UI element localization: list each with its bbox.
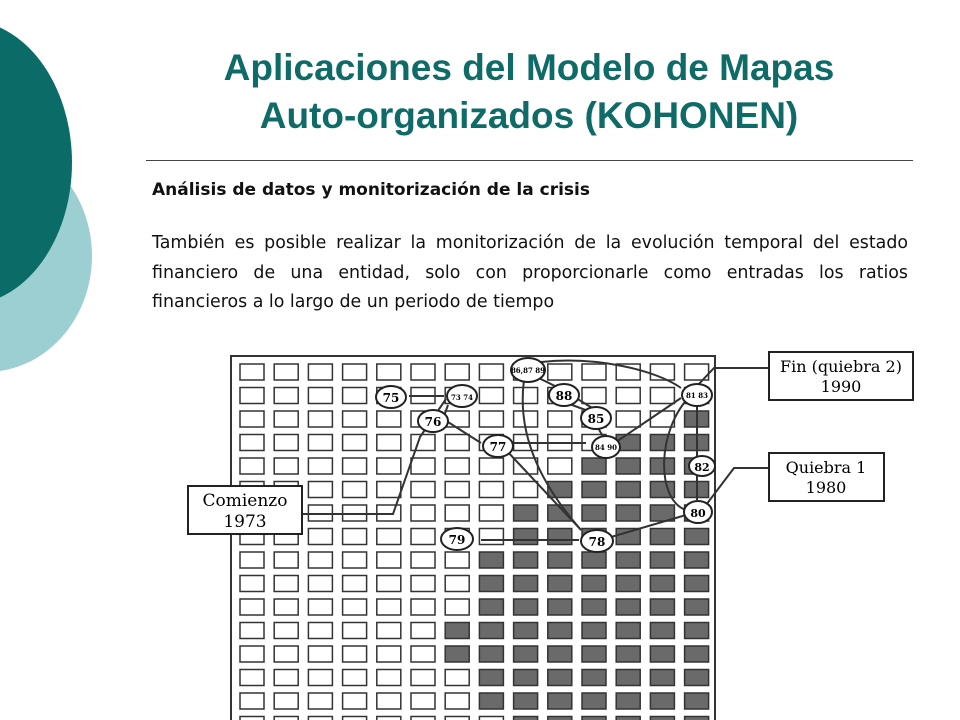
map-cell-light [240, 552, 264, 568]
map-cell-light [411, 623, 435, 639]
map-cell-dark [685, 693, 709, 709]
map-cell-dark [548, 693, 572, 709]
map-cell-light [479, 505, 503, 521]
map-cell-dark [582, 482, 606, 498]
map-cell-light [274, 670, 298, 686]
map-cell-light [445, 482, 469, 498]
map-cell-light [377, 552, 401, 568]
map-cell-dark [548, 552, 572, 568]
map-cell-light [479, 458, 503, 474]
map-cell-light [445, 552, 469, 568]
map-cell-dark [514, 670, 538, 686]
title-divider [146, 160, 913, 161]
map-cell-light [343, 670, 367, 686]
map-cell-dark [479, 599, 503, 615]
map-cell-dark [548, 717, 572, 720]
map-cell-dark [616, 505, 640, 521]
node-73-74 [447, 385, 477, 407]
map-cell-dark [685, 552, 709, 568]
slide-title-line2: Auto-organizados (KOHONEN) [259, 95, 799, 136]
map-cell-light [343, 646, 367, 662]
node-88 [549, 384, 579, 406]
map-cell-dark [548, 670, 572, 686]
map-cell-light [377, 364, 401, 380]
map-cell-dark [650, 458, 674, 474]
map-cell-dark [548, 576, 572, 592]
map-cell-light [240, 623, 264, 639]
map-cell-light [343, 364, 367, 380]
map-cell-light [274, 411, 298, 427]
callout-start [188, 486, 302, 534]
map-cell-light [411, 693, 435, 709]
map-cell-light [308, 552, 332, 568]
svg-text:Fin (quiebra 2): Fin (quiebra 2) [780, 357, 902, 376]
map-cell-dark [616, 529, 640, 545]
svg-text:79: 79 [448, 533, 466, 547]
svg-text:1980: 1980 [805, 478, 847, 497]
section-subtitle: Análisis de datos y monitorización de la crisis [152, 180, 590, 200]
map-cell-light [616, 388, 640, 404]
node-80 [684, 501, 712, 523]
svg-text:77: 77 [489, 440, 507, 454]
map-cell-dark [514, 599, 538, 615]
callout-crisis [769, 453, 884, 501]
svg-text:85: 85 [587, 412, 605, 426]
map-cell-light [411, 364, 435, 380]
svg-text:73 74: 73 74 [451, 393, 473, 402]
map-cell-dark [616, 693, 640, 709]
map-cell-dark [514, 505, 538, 521]
map-cell-dark [685, 576, 709, 592]
map-cell-light [445, 364, 469, 380]
node-75 [376, 386, 406, 408]
map-cell-light [240, 576, 264, 592]
map-cell-light [411, 646, 435, 662]
slide-title-line1: Aplicaciones del Modelo de Mapas [223, 47, 835, 88]
map-cell-light [240, 670, 264, 686]
map-cell-dark [582, 693, 606, 709]
map-cell-dark [650, 576, 674, 592]
map-cell-light [445, 670, 469, 686]
svg-text:76: 76 [424, 415, 442, 429]
node-78 [581, 530, 613, 552]
node-81-83 [682, 384, 712, 406]
map-cell-dark [616, 599, 640, 615]
map-cell-dark [479, 646, 503, 662]
map-cell-dark [650, 623, 674, 639]
map-cell-light [240, 435, 264, 451]
map-cell-light [308, 693, 332, 709]
map-cell-light [308, 435, 332, 451]
map-cell-light [240, 388, 264, 404]
body-paragraph: También es posible realizar la monitorización de la evolución temporal del estado financiero de una entidad, solo con proporcionarle como entradas los ratios financieros a lo largo de un periodo de tiempo [152, 233, 908, 312]
map-cell-light [479, 482, 503, 498]
map-cell-dark [514, 529, 538, 545]
map-cell-dark [514, 693, 538, 709]
map-cell-light [377, 529, 401, 545]
map-cell-light [240, 717, 264, 720]
node-84-90 [592, 436, 620, 458]
map-cell-light [377, 599, 401, 615]
map-cell-light [343, 599, 367, 615]
map-cell-light [411, 670, 435, 686]
map-cell-light [274, 435, 298, 451]
map-cell-dark [479, 670, 503, 686]
node-82 [689, 456, 715, 476]
map-cell-light [343, 435, 367, 451]
map-cell-dark [616, 717, 640, 720]
map-cell-dark [514, 552, 538, 568]
map-cell-light [650, 411, 674, 427]
map-cell-light [308, 364, 332, 380]
svg-text:1990: 1990 [820, 377, 862, 396]
map-cell-dark [650, 435, 674, 451]
node-76 [418, 410, 448, 432]
map-cell-light [274, 623, 298, 639]
map-cell-dark [616, 552, 640, 568]
map-cell-dark [650, 717, 674, 720]
map-cell-light [445, 505, 469, 521]
map-cell-dark [650, 693, 674, 709]
map-cell-light [240, 693, 264, 709]
map-cell-light [343, 388, 367, 404]
map-cell-light [343, 576, 367, 592]
map-cell-dark [582, 646, 606, 662]
map-cell-light [377, 623, 401, 639]
map-cell-dark [616, 670, 640, 686]
map-cell-dark [582, 599, 606, 615]
map-cell-dark [479, 576, 503, 592]
map-cell-dark [616, 482, 640, 498]
map-cell-dark [616, 458, 640, 474]
map-cell-dark [616, 623, 640, 639]
map-cell-dark [548, 646, 572, 662]
map-cell-light [274, 717, 298, 720]
map-cell-light [308, 576, 332, 592]
map-cell-light [479, 529, 503, 545]
map-cell-dark [582, 717, 606, 720]
map-cell-light [274, 599, 298, 615]
svg-text:1973: 1973 [223, 512, 267, 532]
map-cell-light [308, 623, 332, 639]
svg-text:81 83: 81 83 [686, 391, 708, 400]
map-cell-dark [685, 670, 709, 686]
map-cell-light [274, 693, 298, 709]
map-cell-light [377, 435, 401, 451]
map-cell-light [308, 717, 332, 720]
map-cell-dark [548, 599, 572, 615]
map-cell-light [308, 411, 332, 427]
svg-text:Comienzo: Comienzo [202, 491, 288, 511]
node-85 [581, 407, 611, 429]
map-cell-dark [650, 646, 674, 662]
map-cell-dark [616, 576, 640, 592]
map-cell-dark [650, 552, 674, 568]
map-cell-light [308, 599, 332, 615]
map-cell-light [240, 364, 264, 380]
map-cell-light [377, 458, 401, 474]
map-cell-light [445, 576, 469, 592]
map-cell-light [479, 411, 503, 427]
svg-text:86,87 89: 86,87 89 [510, 366, 546, 375]
map-cell-light [548, 458, 572, 474]
map-cell-light [343, 623, 367, 639]
map-cell-light [411, 435, 435, 451]
svg-text:80: 80 [690, 507, 706, 520]
map-cell-light [240, 458, 264, 474]
map-cell-dark [582, 670, 606, 686]
map-cell-dark [582, 505, 606, 521]
map-cell-dark [582, 576, 606, 592]
map-cell-light [240, 599, 264, 615]
map-cell-light [343, 693, 367, 709]
map-cell-light [582, 388, 606, 404]
map-cell-light [274, 552, 298, 568]
map-cell-dark [582, 552, 606, 568]
map-cell-light [411, 505, 435, 521]
map-cell-dark [685, 599, 709, 615]
node-79 [441, 528, 473, 550]
map-cell-light [274, 364, 298, 380]
map-cell-light [514, 482, 538, 498]
map-cell-light [308, 482, 332, 498]
map-cell-light [274, 458, 298, 474]
map-cell-light [377, 482, 401, 498]
map-cell-light [411, 717, 435, 720]
map-cell-light [411, 458, 435, 474]
map-cell-dark [685, 529, 709, 545]
map-cell-light [582, 364, 606, 380]
map-cell-light [377, 717, 401, 720]
map-cell-dark [685, 623, 709, 639]
map-cell-dark [548, 529, 572, 545]
map-cell-light [650, 388, 674, 404]
map-cell-light [445, 599, 469, 615]
map-cell-dark [514, 623, 538, 639]
map-cell-dark [650, 670, 674, 686]
map-cell-light [548, 411, 572, 427]
map-cell-light [308, 388, 332, 404]
map-cell-light [240, 411, 264, 427]
map-cell-dark [445, 646, 469, 662]
map-cell-light [274, 646, 298, 662]
map-cell-light [411, 552, 435, 568]
map-cell-light [411, 529, 435, 545]
map-cell-light [377, 576, 401, 592]
map-cell-light [308, 529, 332, 545]
map-cell-light [411, 576, 435, 592]
map-cell-dark [650, 599, 674, 615]
map-cell-light [445, 693, 469, 709]
svg-text:88: 88 [555, 389, 573, 403]
map-cell-light [274, 388, 298, 404]
map-cell-dark [514, 717, 538, 720]
map-cell-dark [685, 646, 709, 662]
map-cell-light [479, 364, 503, 380]
map-cell-light [377, 670, 401, 686]
map-cell-light [514, 388, 538, 404]
map-cell-dark [479, 552, 503, 568]
node-77 [483, 435, 513, 457]
svg-text:78: 78 [588, 535, 606, 549]
map-cell-dark [548, 623, 572, 639]
svg-text:84 90: 84 90 [595, 443, 617, 452]
map-cell-dark [445, 623, 469, 639]
map-cell-light [308, 670, 332, 686]
map-cell-light [377, 646, 401, 662]
map-cell-light [343, 529, 367, 545]
map-cell-light [308, 458, 332, 474]
map-cell-light [479, 388, 503, 404]
map-cell-dark [514, 576, 538, 592]
svg-text:82: 82 [694, 461, 710, 474]
callout-end [769, 352, 913, 400]
map-cell-dark [685, 717, 709, 720]
node-86-87-89 [511, 358, 545, 382]
map-cell-dark [582, 458, 606, 474]
map-cell-light [377, 411, 401, 427]
svg-text:75: 75 [382, 391, 400, 405]
map-cell-dark [479, 693, 503, 709]
map-cell-light [411, 599, 435, 615]
slide-title [145, 44, 913, 140]
map-cell-light [377, 693, 401, 709]
map-cell-light [445, 458, 469, 474]
map-cell-dark [582, 623, 606, 639]
map-cell-light [274, 576, 298, 592]
map-cell-light [479, 717, 503, 720]
map-cell-light [240, 646, 264, 662]
map-cell-light [343, 552, 367, 568]
svg-text:Quiebra 1: Quiebra 1 [785, 458, 867, 477]
map-cell-light [445, 717, 469, 720]
map-cell-light [343, 411, 367, 427]
map-cell-light [343, 458, 367, 474]
map-cell-light [343, 482, 367, 498]
map-cell-light [411, 482, 435, 498]
map-cell-light [548, 364, 572, 380]
map-cell-light [308, 646, 332, 662]
map-cell-dark [479, 623, 503, 639]
map-cell-light [616, 411, 640, 427]
map-cell-dark [650, 529, 674, 545]
map-cell-light [445, 435, 469, 451]
kohonen-map-diagram [186, 350, 926, 720]
map-cell-dark [616, 646, 640, 662]
map-cell-dark [514, 646, 538, 662]
map-cell-light [343, 717, 367, 720]
